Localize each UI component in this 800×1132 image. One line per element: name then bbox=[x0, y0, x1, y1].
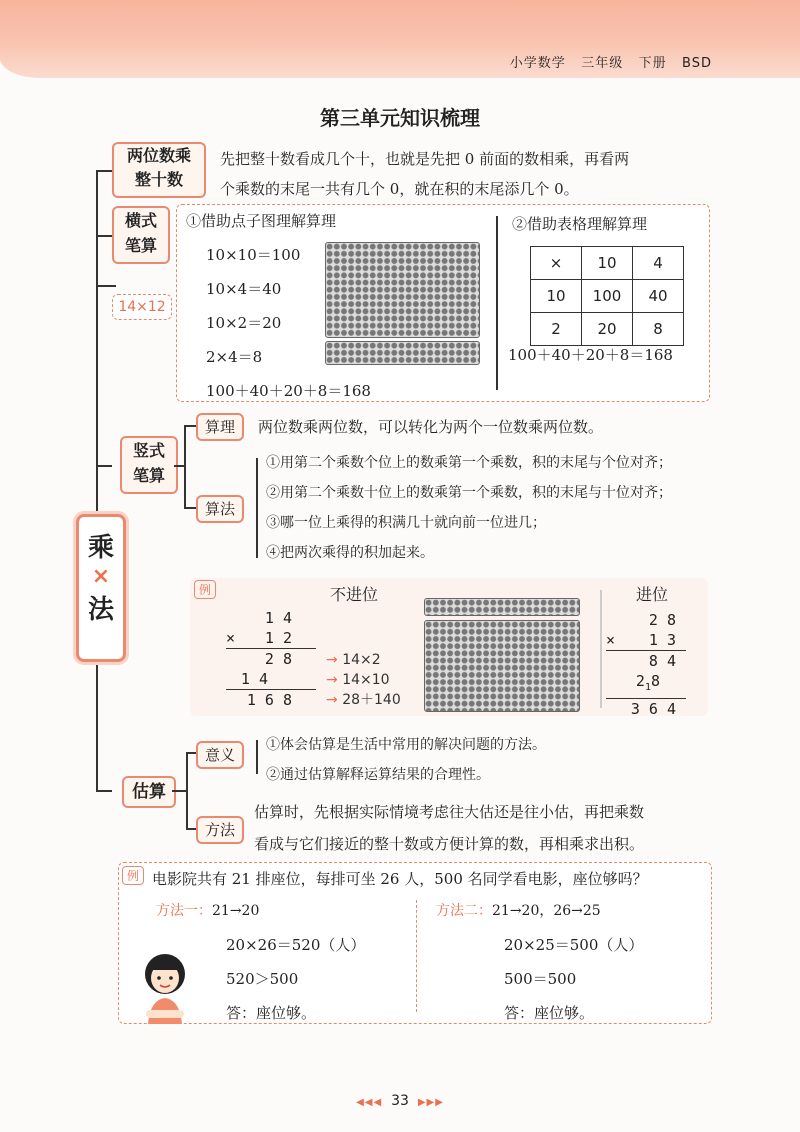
example2-question: 电影院共有 21 排座位，每排可坐 26 人，500 名同学看电影，座位够吗？ bbox=[152, 870, 648, 888]
table-cell: 100 bbox=[582, 280, 633, 313]
calc-value: 1 3 bbox=[648, 631, 676, 649]
tree-bracket bbox=[186, 752, 196, 754]
tree-bracket bbox=[186, 752, 188, 828]
calc-note: → 14×2 bbox=[326, 652, 381, 668]
suanli-text: 两位数乘两位数，可以转化为两个一位数乘两位数。 bbox=[258, 418, 604, 436]
tree-bracket bbox=[172, 790, 186, 792]
center-label-bottom: 法 bbox=[87, 595, 114, 625]
girl-illustration bbox=[138, 950, 192, 1024]
section2-example bbox=[112, 294, 172, 320]
multiplication-table bbox=[530, 246, 684, 346]
method-label bbox=[196, 816, 244, 844]
example-line: 20×26＝520（人） bbox=[226, 936, 366, 954]
section3-box-line2: 笔算 bbox=[132, 466, 165, 485]
step-item: ③哪一位上乘得的积满几十就向前一位进几； bbox=[266, 515, 546, 531]
section4-box-text: 估算 bbox=[132, 782, 166, 802]
table-cell: 4 bbox=[633, 247, 684, 280]
suanli-label bbox=[196, 413, 244, 441]
method-label-text: 方法 bbox=[204, 821, 235, 839]
calc-value: 1 2 bbox=[264, 629, 292, 647]
calc-note: → 28＋140 bbox=[326, 692, 401, 708]
meaning-label-text: 意义 bbox=[204, 746, 235, 764]
method1-approx: 21→20 bbox=[212, 903, 260, 919]
center-label-top: 乘 bbox=[87, 533, 114, 563]
section1-box-line2: 整十数 bbox=[134, 170, 183, 189]
calc-row: 1 4 bbox=[240, 670, 268, 688]
tree-branch bbox=[96, 170, 112, 172]
tree-bracket bbox=[186, 828, 196, 830]
meaning-item: ①体会估算是生活中常用的解决问题的方法。 bbox=[266, 737, 546, 753]
section1-box bbox=[112, 142, 206, 198]
example-line: 答：座位够。 bbox=[226, 1004, 317, 1022]
page-number: 33 bbox=[391, 1093, 409, 1109]
steps-list bbox=[266, 448, 672, 568]
divider bbox=[496, 216, 498, 390]
calc-note-text: 14×10 bbox=[342, 672, 390, 688]
example-line: 520＞500 bbox=[226, 970, 299, 988]
tree-branch bbox=[96, 790, 112, 792]
suanli-label-text: 算理 bbox=[204, 418, 235, 436]
steps-bracket bbox=[256, 458, 258, 558]
example2-method1 bbox=[156, 900, 259, 920]
example2-method2 bbox=[436, 900, 601, 920]
prev-arrows-icon: ◀◀◀ bbox=[356, 1097, 383, 1108]
section1-text-line2: 个乘数的末尾一共有几个 0，就在积的末尾添几个 0。 bbox=[220, 180, 579, 198]
suanfa-label-text: 算法 bbox=[204, 500, 235, 518]
table-cell: 8 bbox=[633, 313, 684, 346]
section2-box-line2: 笔算 bbox=[124, 236, 157, 255]
calc-row bbox=[606, 671, 686, 698]
meaning-label bbox=[196, 741, 244, 769]
suanfa-label bbox=[196, 495, 244, 523]
next-arrows-icon: ▶▶▶ bbox=[417, 1097, 444, 1108]
method1-title: ①借助点子图理解算理 bbox=[186, 212, 337, 230]
header-subject: 小学数学 bbox=[509, 56, 566, 71]
calc-note: → 14×10 bbox=[326, 672, 390, 688]
method2-label: 方法二： bbox=[436, 903, 492, 919]
section1-text bbox=[220, 144, 629, 204]
section3-box-line1: 竖式 bbox=[132, 441, 165, 460]
example2-label: 例 bbox=[122, 866, 144, 885]
tree-branch bbox=[96, 465, 112, 467]
dot-grid-small bbox=[424, 598, 580, 616]
section2-box-line1: 横式 bbox=[124, 211, 157, 230]
table-cell: 20 bbox=[582, 313, 633, 346]
method-line: 估算时，先根据实际情境考虑往大估还是往小估，再把乘数 bbox=[254, 803, 645, 821]
method2-approx: 21→20，26→25 bbox=[492, 903, 601, 919]
example-line: 500＝500 bbox=[504, 970, 577, 988]
method1-line: 2×4＝8 bbox=[206, 348, 263, 366]
calc-example-label: 例 bbox=[194, 580, 216, 599]
section2-example-text: 14×12 bbox=[118, 299, 166, 315]
tree-trunk bbox=[96, 170, 98, 790]
method1-line: 10×2＝20 bbox=[206, 314, 282, 332]
section2-box bbox=[112, 206, 170, 264]
center-label bbox=[76, 514, 126, 662]
section1-box-line1: 两位数乘 bbox=[126, 146, 191, 165]
method2-title: ②借助表格理解算理 bbox=[512, 215, 648, 233]
calc-row: 2 8 bbox=[226, 648, 316, 669]
carry-title: 进位 bbox=[636, 585, 669, 604]
method1-line: 100＋40＋20＋8＝168 bbox=[206, 382, 371, 400]
calc-row bbox=[606, 630, 686, 650]
table-cell: 40 bbox=[633, 280, 684, 313]
section1-text-line1: 先把整十数看成几个十，也就是先把 0 前面的数相乘，再看两 bbox=[220, 150, 630, 168]
times-sign: × bbox=[606, 631, 616, 649]
dot-grid-large bbox=[424, 620, 580, 712]
no-carry-notes bbox=[326, 650, 401, 710]
calc-row: 1 4 bbox=[264, 609, 292, 627]
calc-digit: 2 bbox=[635, 672, 645, 690]
method1-line: 10×10＝100 bbox=[206, 246, 301, 264]
method2-result: 100＋40＋20＋8＝168 bbox=[508, 346, 673, 364]
tree-bracket bbox=[184, 425, 196, 427]
step-item: ①用第二个乘数个位上的数乘第一个乘数，积的末尾与个位对齐； bbox=[266, 455, 672, 471]
example2-method2-lines bbox=[504, 928, 643, 1030]
meaning-bracket bbox=[256, 740, 258, 774]
header-volume: 下册 bbox=[638, 56, 667, 71]
step-item: ②用第二个乘数十位上的数乘第一个乘数，积的末尾与十位对齐； bbox=[266, 485, 672, 501]
tree-branch bbox=[96, 285, 116, 287]
header-edition: BSD bbox=[682, 56, 712, 71]
section3-box bbox=[120, 436, 178, 494]
dot-grid-extra bbox=[325, 341, 480, 365]
calc-digit: 8 bbox=[650, 672, 660, 690]
table-cell: × bbox=[531, 247, 582, 280]
calc-note-text: 28＋140 bbox=[342, 692, 401, 708]
footer bbox=[0, 1093, 800, 1109]
calc-row bbox=[226, 628, 316, 648]
calc-divider bbox=[600, 590, 602, 708]
center-label-mid: × bbox=[91, 564, 111, 589]
no-carry-calc bbox=[226, 608, 316, 710]
example2-divider bbox=[416, 900, 419, 1012]
meaning-list bbox=[266, 730, 546, 790]
method1-label: 方法一： bbox=[156, 903, 212, 919]
carry-digit: 1 bbox=[644, 682, 651, 693]
calc-note-text: 14×2 bbox=[342, 652, 381, 668]
section4-box bbox=[122, 776, 176, 808]
calc-row: 1 6 8 bbox=[226, 689, 316, 710]
method1-line: 10×4＝40 bbox=[206, 280, 282, 298]
method-line: 看成与它们接近的整十数或方便计算的数，再相乘求出积。 bbox=[254, 835, 645, 853]
no-carry-title: 不进位 bbox=[330, 585, 379, 604]
example2-method1-lines bbox=[226, 928, 365, 1030]
method-text bbox=[254, 796, 644, 860]
table-cell: 10 bbox=[531, 280, 582, 313]
calc-row: 2 8 bbox=[648, 611, 676, 629]
table-row bbox=[531, 247, 684, 280]
example-line: 答：座位够。 bbox=[504, 1004, 595, 1022]
calc-row: 3 6 4 bbox=[606, 698, 686, 719]
carry-calc bbox=[606, 610, 686, 719]
calc-row: 8 4 bbox=[606, 650, 686, 671]
header-info bbox=[510, 52, 712, 71]
tree-branch bbox=[96, 235, 112, 237]
page-title: 第三单元知识梳理 bbox=[320, 106, 480, 130]
table-row bbox=[531, 280, 684, 313]
header-grade: 三年级 bbox=[581, 56, 624, 71]
table-cell: 2 bbox=[531, 313, 582, 346]
dot-grid-main bbox=[325, 242, 480, 338]
step-item: ④把两次乘得的积加起来。 bbox=[266, 545, 434, 561]
meaning-item: ②通过估算解释运算结果的合理性。 bbox=[266, 767, 490, 783]
times-sign: × bbox=[226, 629, 236, 647]
tree-bracket bbox=[174, 465, 184, 467]
tree-bracket bbox=[184, 425, 186, 507]
table-cell: 10 bbox=[582, 247, 633, 280]
table-row bbox=[531, 313, 684, 346]
example-line: 20×25＝500（人） bbox=[504, 936, 644, 954]
tree-bracket bbox=[184, 507, 196, 509]
